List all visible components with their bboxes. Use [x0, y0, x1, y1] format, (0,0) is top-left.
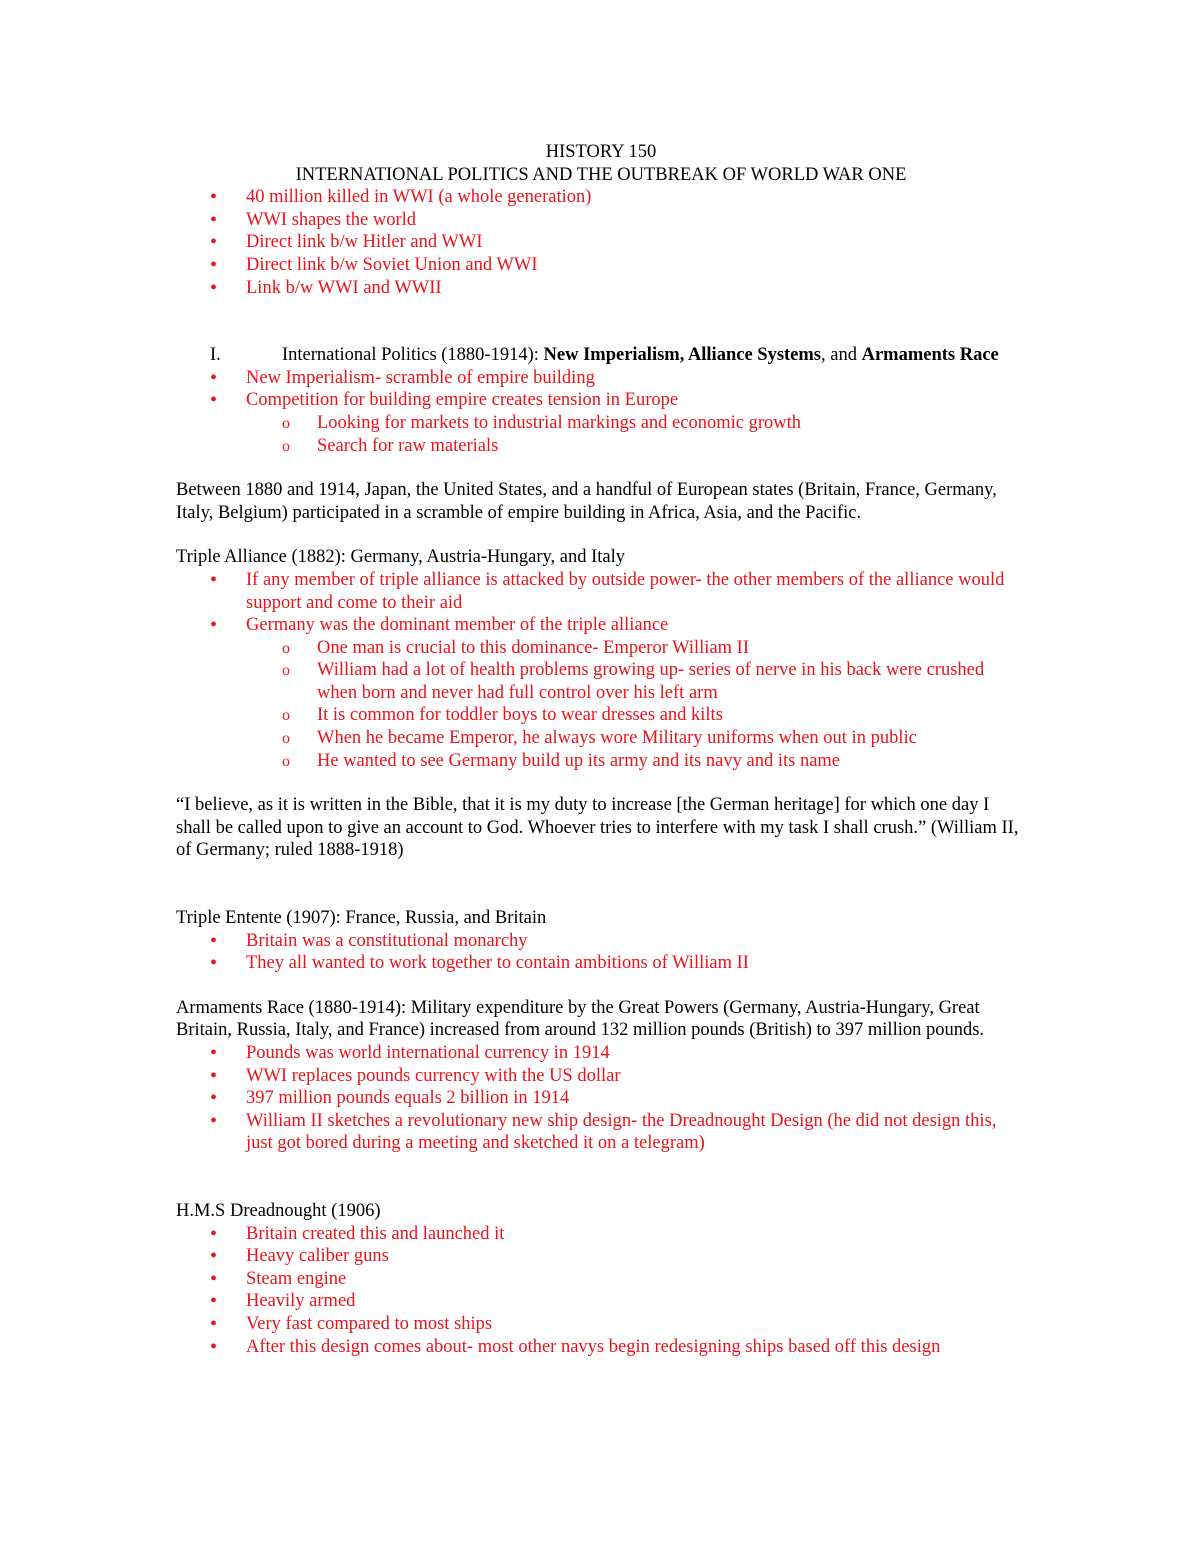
list-item: • Britain created this and launched it	[176, 1223, 1026, 1246]
list-item: • Germany was the dominant member of the triple alliance	[176, 614, 1026, 637]
empire-paragraph: Between 1880 and 1914, Japan, the United States, and a handful of European states (Britain, France, Germany, Italy, Belgium) participated in a scramble of empire building in Africa, Asia, and the Pacific.	[176, 480, 997, 523]
armaments-list	[176, 1042, 1026, 1155]
triple-entente-heading: Triple Entente (1907): France, Russia, and Britain	[176, 908, 547, 929]
sub-list-item: o Looking for markets to industrial markings and economic growth	[176, 412, 1026, 435]
course-title: HISTORY 150	[545, 142, 657, 162]
triple-alliance-list	[176, 569, 1026, 772]
list-item: • Link b/w WWI and WWII	[176, 277, 1026, 300]
list-item: • Direct link b/w Hitler and WWI	[176, 231, 1026, 254]
list-item: • Very fast compared to most ships	[176, 1313, 1026, 1336]
sub-list-item: o It is common for toddler boys to wear dresses and kilts	[176, 704, 1026, 727]
sub-list-item: o He wanted to see Germany build up its army and its navy and its name	[176, 750, 1026, 773]
list-item: • Competition for building empire creates tension in Europe	[176, 389, 1026, 412]
sub-list-item: o One man is crucial to this dominance- Emperor William II	[176, 637, 1026, 660]
triple-entente-list	[176, 930, 1026, 975]
section-heading	[176, 344, 1006, 367]
document-page	[176, 141, 1026, 1358]
section-number: I.	[210, 345, 221, 366]
dreadnought-list	[176, 1223, 1026, 1359]
document-title: INTERNATIONAL POLITICS AND THE OUTBREAK OF WORLD WAR ONE	[295, 164, 907, 185]
list-item: • Heavy caliber guns	[176, 1245, 1026, 1268]
triple-alliance-heading: Triple Alliance (1882): Germany, Austria-Hungary, and Italy	[176, 547, 626, 568]
list-item: • They all wanted to work together to contain ambitions of William II	[176, 952, 1026, 975]
list-item: • Steam engine	[176, 1268, 1026, 1291]
section1-bullet-list	[176, 367, 1026, 457]
list-item: • Pounds was world international currency in 1914	[176, 1042, 1026, 1065]
list-item: • 397 million pounds equals 2 billion in 1914	[176, 1087, 1026, 1110]
list-item: • If any member of triple alliance is attacked by outside power- the other members of the alliance would support and come to their aid	[176, 569, 1026, 614]
sub-list-item: o When he became Emperor, he always wore Military uniforms when out in public	[176, 727, 1026, 750]
list-item: • Direct link b/w Soviet Union and WWI	[176, 254, 1026, 277]
list-item: • 40 million killed in WWI (a whole generation)	[176, 186, 1026, 209]
intro-bullet-list	[176, 186, 1026, 299]
section-heading-bold-1: New Imperialism, Alliance Systems	[543, 345, 822, 366]
sub-list-item: o Search for raw materials	[176, 435, 1026, 458]
list-item: • After this design comes about- most other navys begin redesigning ships based off this design	[176, 1336, 1026, 1359]
list-item: • WWI replaces pounds currency with the US dollar	[176, 1065, 1026, 1088]
section-heading-bold-2: Armaments Race	[861, 345, 999, 366]
sub-list-item: o William had a lot of health problems growing up- series of nerve in his back were crushed when born and never had full control over his left arm	[176, 659, 1026, 704]
section-heading-mid: , and	[821, 345, 862, 366]
list-item: • New Imperialism- scramble of empire building	[176, 367, 1026, 390]
list-item: • Britain was a constitutional monarchy	[176, 930, 1026, 953]
armaments-paragraph: Armaments Race (1880-1914): Military expenditure by the Great Powers (Germany, Austria-Hungary, Great Britain, Russia, Italy, and France) increased from around 132 million pounds (British) to 397 million pounds.	[176, 997, 985, 1041]
dreadnought-heading: H.M.S Dreadnought (1906)	[176, 1200, 381, 1221]
list-item: • Heavily armed	[176, 1290, 1026, 1313]
william-quote: “I believe, as it is written in the Bible, that it is my duty to increase [the German heritage] for which one day I shall be called upon to give an account to God. Whoever tries to interfere with my task I shall crush.” (William II, of Germany; ruled 1888-1918)	[176, 795, 1019, 861]
list-item: • WWI shapes the world	[176, 209, 1026, 232]
section-heading-prefix: International Politics (1880-1914):	[282, 345, 544, 366]
list-item: • William II sketches a revolutionary new ship design- the Dreadnought Design (he did not design this, just got bored during a meeting and sketched it on a telegram)	[176, 1110, 1026, 1155]
